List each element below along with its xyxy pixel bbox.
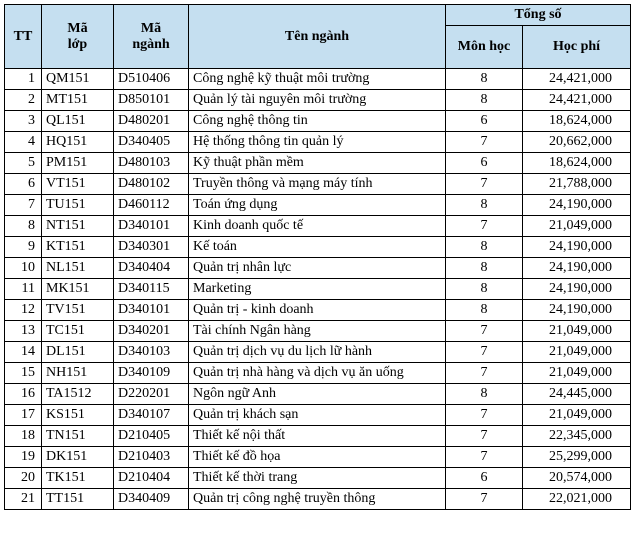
tuition-fee: 21,049,000 (523, 321, 631, 342)
major-code: D340404 (114, 258, 189, 279)
class-code: PM151 (42, 153, 114, 174)
header-tt: TT (5, 5, 42, 69)
class-code: NL151 (42, 258, 114, 279)
table-row (5, 195, 631, 216)
table-row (5, 405, 631, 426)
major-name: Tài chính Ngân hàng (189, 321, 446, 342)
major-code: D340115 (114, 279, 189, 300)
class-code: TC151 (42, 321, 114, 342)
table-row (5, 489, 631, 510)
major-code: D850101 (114, 90, 189, 111)
course-count: 8 (446, 237, 523, 258)
tuition-fee: 24,190,000 (523, 258, 631, 279)
major-name: Công nghệ kỹ thuật môi trường (189, 69, 446, 90)
row-number: 17 (5, 405, 42, 426)
header-ten-nganh: Tên ngành (189, 5, 446, 69)
class-code: TK151 (42, 468, 114, 489)
tuition-fee: 24,190,000 (523, 279, 631, 300)
major-code: D340101 (114, 216, 189, 237)
tuition-fee: 21,049,000 (523, 342, 631, 363)
table-row (5, 69, 631, 90)
major-code: D480201 (114, 111, 189, 132)
major-name: Marketing (189, 279, 446, 300)
tuition-fee: 24,190,000 (523, 300, 631, 321)
class-code: MK151 (42, 279, 114, 300)
major-code: D210404 (114, 468, 189, 489)
row-number: 13 (5, 321, 42, 342)
course-count: 7 (446, 489, 523, 510)
major-code: D340109 (114, 363, 189, 384)
row-number: 6 (5, 174, 42, 195)
course-count: 7 (446, 321, 523, 342)
course-count: 8 (446, 300, 523, 321)
course-count: 7 (446, 363, 523, 384)
class-code: VT151 (42, 174, 114, 195)
major-name: Quản trị dịch vụ du lịch lữ hành (189, 342, 446, 363)
row-number: 12 (5, 300, 42, 321)
header-ma-nganh (114, 5, 189, 69)
major-name: Truyền thông và mạng máy tính (189, 174, 446, 195)
major-code: D340107 (114, 405, 189, 426)
course-count: 7 (446, 216, 523, 237)
course-count: 7 (446, 174, 523, 195)
tuition-fee: 20,662,000 (523, 132, 631, 153)
major-code: D460112 (114, 195, 189, 216)
class-code: QL151 (42, 111, 114, 132)
class-code: TN151 (42, 426, 114, 447)
major-name: Ngôn ngữ Anh (189, 384, 446, 405)
class-code: KS151 (42, 405, 114, 426)
tuition-fee: 18,624,000 (523, 153, 631, 174)
major-name: Kinh doanh quốc tế (189, 216, 446, 237)
major-code: D480102 (114, 174, 189, 195)
class-code: MT151 (42, 90, 114, 111)
class-code: NT151 (42, 216, 114, 237)
class-code: TV151 (42, 300, 114, 321)
row-number: 5 (5, 153, 42, 174)
course-count: 8 (446, 69, 523, 90)
row-number: 14 (5, 342, 42, 363)
table-row (5, 258, 631, 279)
major-code: D340103 (114, 342, 189, 363)
major-code: D340301 (114, 237, 189, 258)
course-count: 6 (446, 153, 523, 174)
tuition-fee: 21,788,000 (523, 174, 631, 195)
major-code: D210403 (114, 447, 189, 468)
header-tong-so: Tổng số (446, 5, 631, 26)
row-number: 9 (5, 237, 42, 258)
header-hoc-phi: Học phí (523, 26, 631, 69)
course-count: 6 (446, 468, 523, 489)
row-number: 1 (5, 69, 42, 90)
major-name: Quản trị - kinh doanh (189, 300, 446, 321)
table-row (5, 321, 631, 342)
course-count: 7 (446, 132, 523, 153)
major-name: Quản trị công nghệ truyền thông (189, 489, 446, 510)
row-number: 21 (5, 489, 42, 510)
tuition-fee: 24,421,000 (523, 90, 631, 111)
table-row (5, 342, 631, 363)
table-row (5, 468, 631, 489)
class-code: QM151 (42, 69, 114, 90)
row-number: 16 (5, 384, 42, 405)
major-name: Quản trị nhà hàng và dịch vụ ăn uống (189, 363, 446, 384)
table-row (5, 153, 631, 174)
row-number: 3 (5, 111, 42, 132)
tuition-table (4, 4, 631, 510)
table-row (5, 237, 631, 258)
course-count: 7 (446, 426, 523, 447)
tuition-fee: 20,574,000 (523, 468, 631, 489)
tuition-fee: 22,345,000 (523, 426, 631, 447)
major-name: Công nghệ thông tin (189, 111, 446, 132)
tuition-fee: 24,445,000 (523, 384, 631, 405)
course-count: 8 (446, 195, 523, 216)
tuition-fee: 25,299,000 (523, 447, 631, 468)
row-number: 18 (5, 426, 42, 447)
major-name: Thiết kế nội thất (189, 426, 446, 447)
tuition-fee: 24,421,000 (523, 69, 631, 90)
table-row (5, 447, 631, 468)
major-code: D340101 (114, 300, 189, 321)
table-row (5, 111, 631, 132)
major-code: D510406 (114, 69, 189, 90)
major-code: D480103 (114, 153, 189, 174)
course-count: 8 (446, 279, 523, 300)
class-code: DK151 (42, 447, 114, 468)
row-number: 19 (5, 447, 42, 468)
tuition-fee: 18,624,000 (523, 111, 631, 132)
major-name: Kế toán (189, 237, 446, 258)
major-name: Quản trị nhân lực (189, 258, 446, 279)
table-row (5, 363, 631, 384)
course-count: 7 (446, 405, 523, 426)
major-name: Kỹ thuật phần mềm (189, 153, 446, 174)
major-code: D210405 (114, 426, 189, 447)
row-number: 8 (5, 216, 42, 237)
class-code: NH151 (42, 363, 114, 384)
major-code: D340405 (114, 132, 189, 153)
header-ma-lop-text: Mã lớp (67, 20, 88, 52)
major-code: D220201 (114, 384, 189, 405)
class-code: HQ151 (42, 132, 114, 153)
tuition-fee: 24,190,000 (523, 237, 631, 258)
table-row (5, 90, 631, 111)
tuition-fee: 21,049,000 (523, 363, 631, 384)
class-code: TA1512 (42, 384, 114, 405)
row-number: 7 (5, 195, 42, 216)
table-row (5, 216, 631, 237)
table-row (5, 174, 631, 195)
class-code: TT151 (42, 489, 114, 510)
major-name: Toán ứng dụng (189, 195, 446, 216)
class-code: DL151 (42, 342, 114, 363)
major-name: Thiết kế đồ họa (189, 447, 446, 468)
row-number: 4 (5, 132, 42, 153)
table-row (5, 279, 631, 300)
major-name: Quản trị khách sạn (189, 405, 446, 426)
major-name: Quản lý tài nguyên môi trường (189, 90, 446, 111)
course-count: 8 (446, 90, 523, 111)
header-ma-nganh-text: Mã ngành (132, 20, 170, 52)
table-row (5, 132, 631, 153)
course-count: 8 (446, 258, 523, 279)
table-row (5, 426, 631, 447)
header-mon-hoc: Môn học (446, 26, 523, 69)
tuition-fee: 21,049,000 (523, 405, 631, 426)
row-number: 20 (5, 468, 42, 489)
row-number: 15 (5, 363, 42, 384)
tuition-fee: 22,021,000 (523, 489, 631, 510)
header-ma-lop (42, 5, 114, 69)
class-code: KT151 (42, 237, 114, 258)
row-number: 11 (5, 279, 42, 300)
row-number: 10 (5, 258, 42, 279)
major-name: Thiết kế thời trang (189, 468, 446, 489)
major-code: D340201 (114, 321, 189, 342)
table-body (5, 69, 631, 510)
row-number: 2 (5, 90, 42, 111)
major-name: Hệ thống thông tin quản lý (189, 132, 446, 153)
course-count: 7 (446, 342, 523, 363)
table-row (5, 300, 631, 321)
course-count: 6 (446, 111, 523, 132)
tuition-fee: 21,049,000 (523, 216, 631, 237)
table-row (5, 384, 631, 405)
course-count: 8 (446, 384, 523, 405)
course-count: 7 (446, 447, 523, 468)
class-code: TU151 (42, 195, 114, 216)
tuition-fee: 24,190,000 (523, 195, 631, 216)
major-code: D340409 (114, 489, 189, 510)
